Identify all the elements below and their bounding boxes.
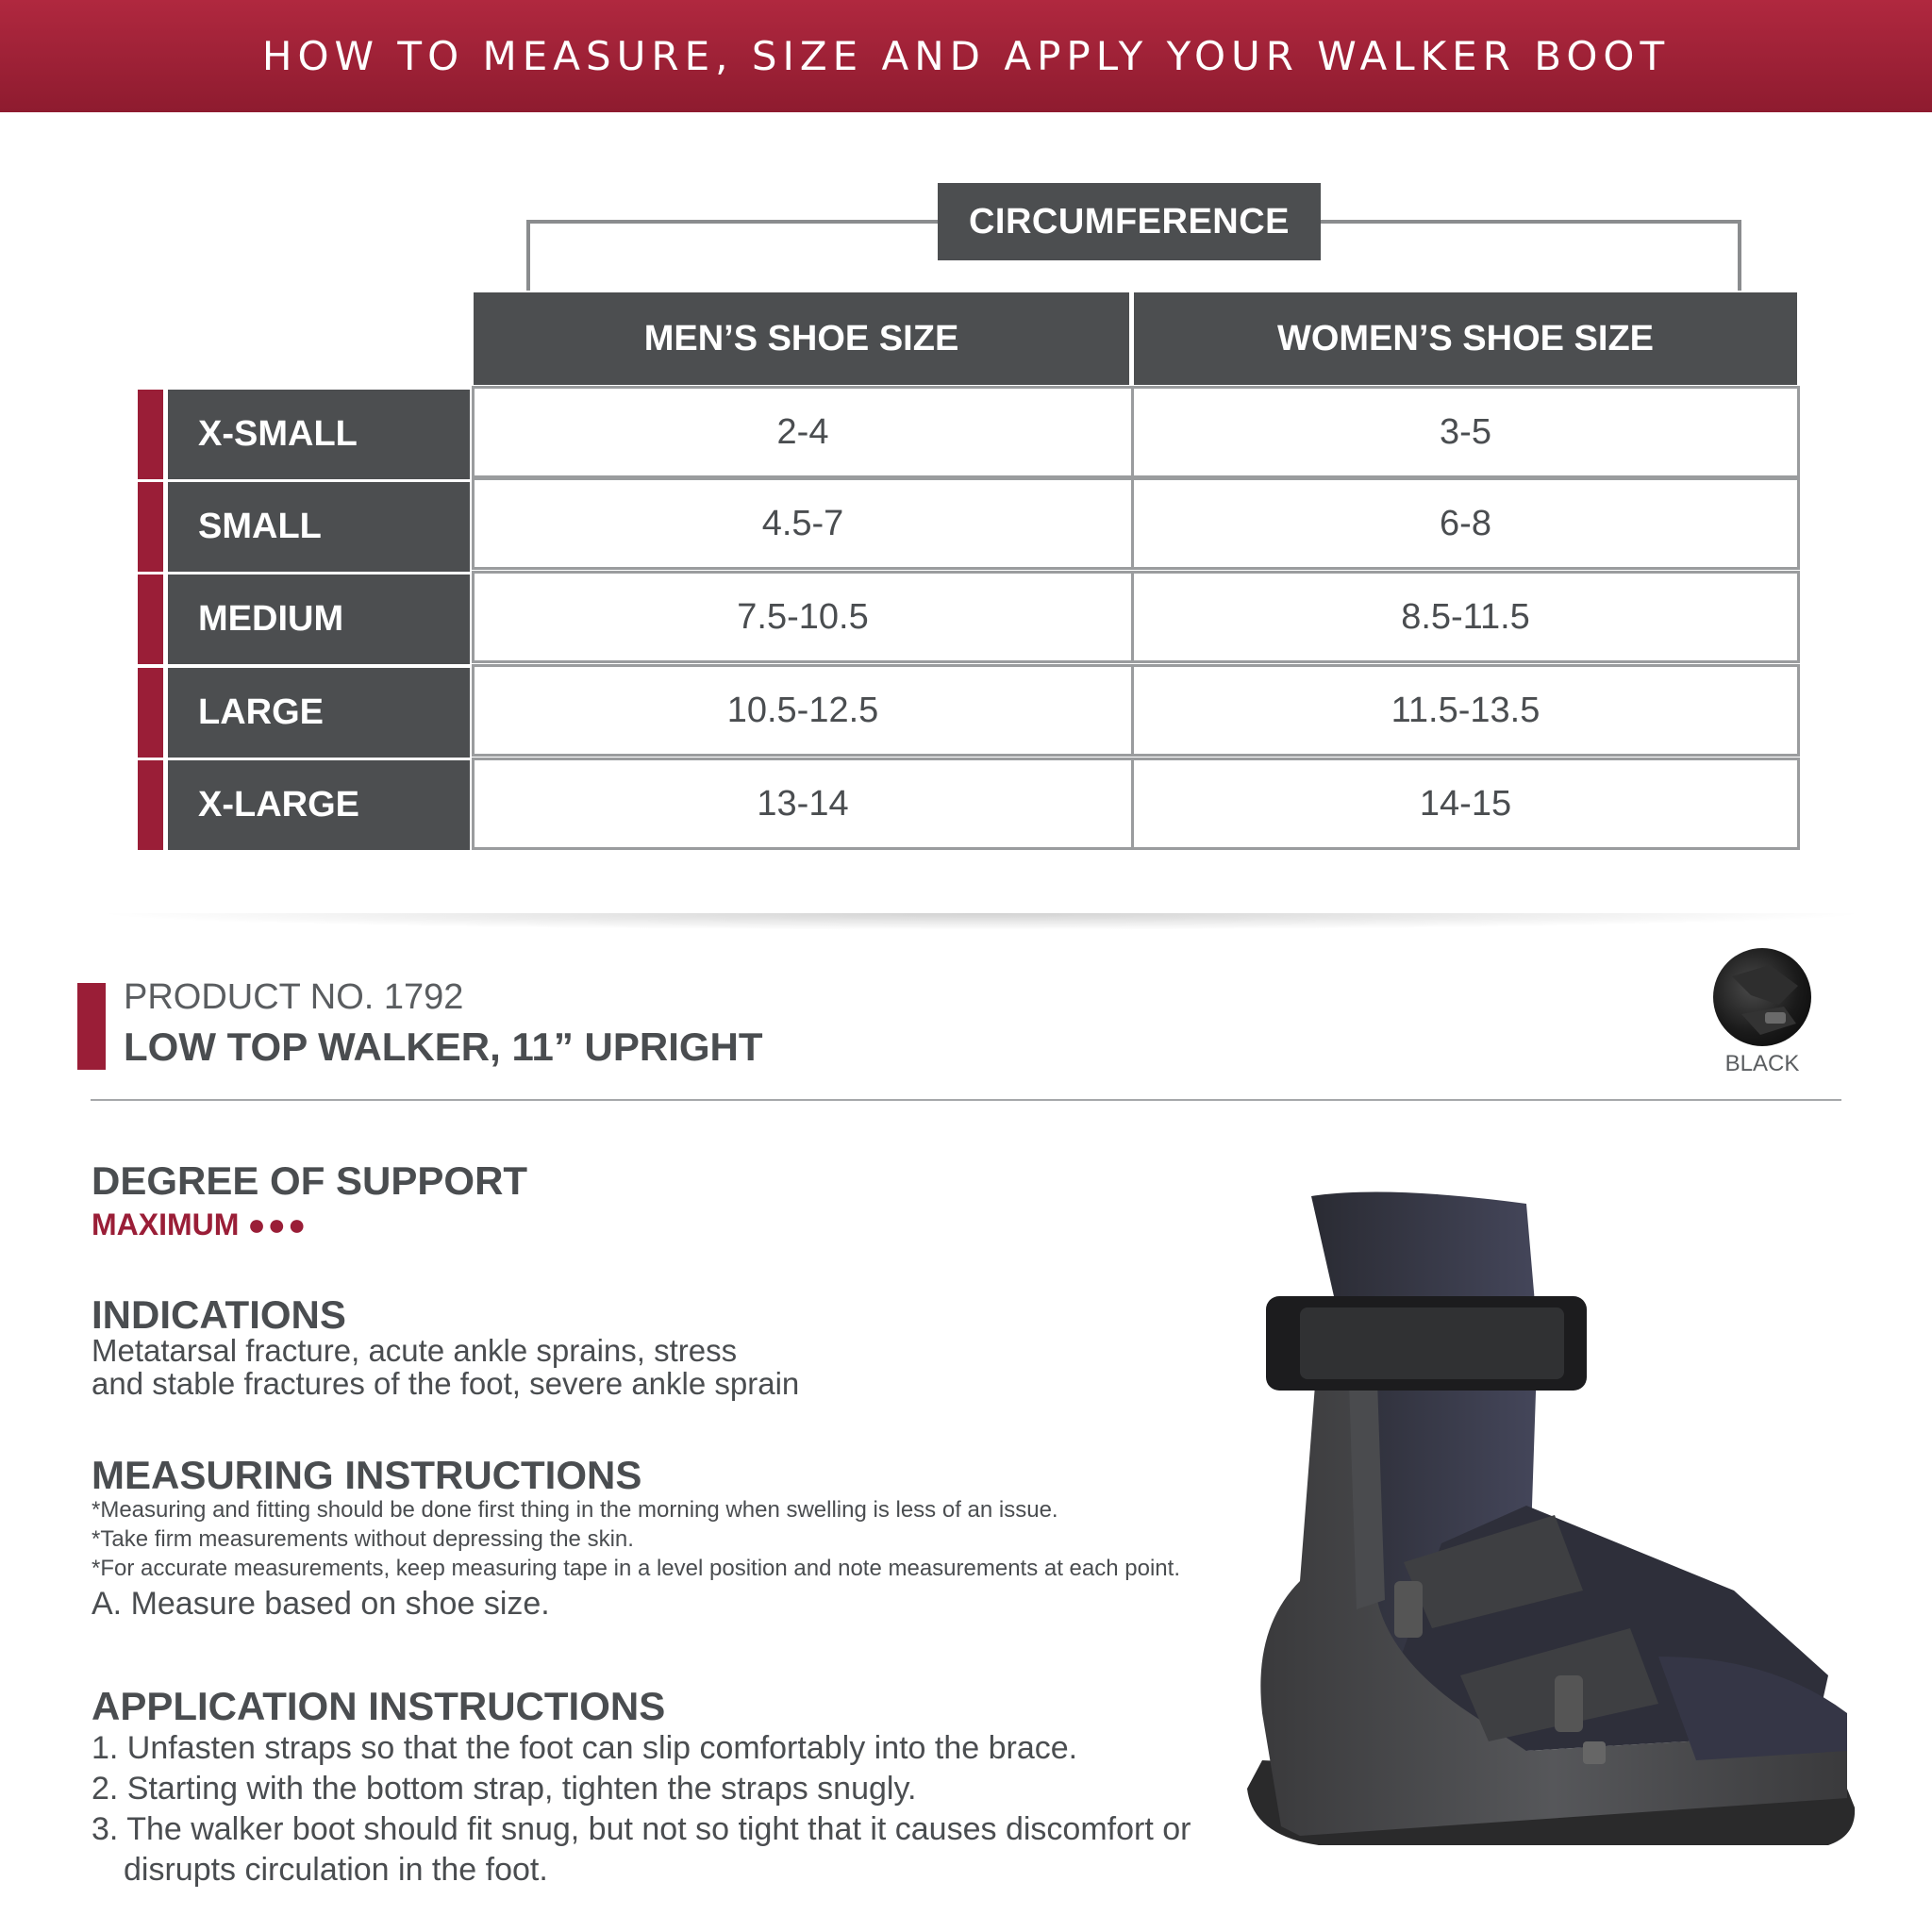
row-accent bbox=[138, 760, 163, 850]
mens-size-cell: 7.5-10.5 bbox=[472, 571, 1134, 663]
application-step: 1. Unfasten straps so that the foot can slip comfortably into the brace. bbox=[92, 1730, 1078, 1766]
support-title: DEGREE OF SUPPORT bbox=[92, 1158, 528, 1203]
product-divider bbox=[91, 1099, 1841, 1101]
mens-size-cell: 10.5-12.5 bbox=[472, 664, 1134, 757]
section-divider bbox=[91, 913, 1874, 930]
support-level bbox=[92, 1208, 308, 1242]
product-name: LOW TOP WALKER, 11” UPRIGHT bbox=[124, 1024, 763, 1069]
womens-size-cell: 6-8 bbox=[1131, 477, 1800, 570]
row-accent bbox=[138, 390, 163, 479]
indications-text bbox=[92, 1334, 799, 1400]
measuring-step: A. Measure based on shoe size. bbox=[92, 1586, 550, 1622]
page-title: HOW TO MEASURE, SIZE AND APPLY YOUR WALKER BOOT bbox=[261, 33, 1671, 79]
product-number: PRODUCT NO. 1792 bbox=[124, 977, 464, 1017]
circumference-label: CIRCUMFERENCE bbox=[938, 183, 1321, 260]
measuring-note: *Measuring and fitting should be done first thing in the morning when swelling is less of an issue. bbox=[92, 1497, 1058, 1523]
color-label: BLACK bbox=[1724, 1051, 1800, 1076]
support-level-text: MAXIMUM bbox=[92, 1208, 240, 1241]
color-swatch-black bbox=[1713, 948, 1811, 1046]
measuring-note: *For accurate measurements, keep measuring tape in a level position and note measurements at each point. bbox=[92, 1556, 1180, 1581]
womens-size-cell: 8.5-11.5 bbox=[1131, 571, 1800, 663]
womens-size-header: WOMEN’S SHOE SIZE bbox=[1134, 292, 1797, 385]
measuring-title: MEASURING INSTRUCTIONS bbox=[92, 1453, 642, 1497]
application-step: 3. The walker boot should fit snug, but not so tight that it causes discomfort or disrupts circulation in the foot. bbox=[92, 1811, 1191, 1888]
size-label: MEDIUM bbox=[168, 575, 470, 664]
size-label: X-SMALL bbox=[168, 390, 470, 479]
indications-title: INDICATIONS bbox=[92, 1292, 346, 1337]
header-banner bbox=[0, 0, 1932, 112]
swatch-texture bbox=[1713, 948, 1811, 1046]
row-accent bbox=[138, 575, 163, 664]
womens-size-cell: 3-5 bbox=[1131, 386, 1800, 478]
product-accent-bar bbox=[77, 983, 106, 1070]
womens-size-cell: 11.5-13.5 bbox=[1131, 664, 1800, 757]
row-accent bbox=[138, 668, 163, 758]
indications-line: Metatarsal fracture, acute ankle sprains, stress bbox=[92, 1333, 738, 1368]
mens-size-cell: 13-14 bbox=[472, 758, 1134, 850]
size-label: LARGE bbox=[168, 668, 470, 758]
walker-boot-image bbox=[1243, 1185, 1872, 1855]
support-dots: ●●● bbox=[247, 1208, 308, 1241]
mens-size-cell: 2-4 bbox=[472, 386, 1134, 478]
measuring-note: *Take firm measurements without depressing the skin. bbox=[92, 1526, 634, 1552]
size-label: SMALL bbox=[168, 482, 470, 572]
application-title: APPLICATION INSTRUCTIONS bbox=[92, 1684, 666, 1728]
indications-line: and stable fractures of the foot, severe ankle sprain bbox=[92, 1366, 800, 1401]
mens-size-cell: 4.5-7 bbox=[472, 477, 1134, 570]
measuring-notes bbox=[92, 1495, 1180, 1583]
application-step: 2. Starting with the bottom strap, tighten the straps snugly. bbox=[92, 1771, 917, 1807]
size-label: X-LARGE bbox=[168, 760, 470, 850]
womens-size-cell: 14-15 bbox=[1131, 758, 1800, 850]
mens-size-header: MEN’S SHOE SIZE bbox=[474, 292, 1129, 385]
row-accent bbox=[138, 482, 163, 572]
application-steps bbox=[92, 1728, 1237, 1890]
